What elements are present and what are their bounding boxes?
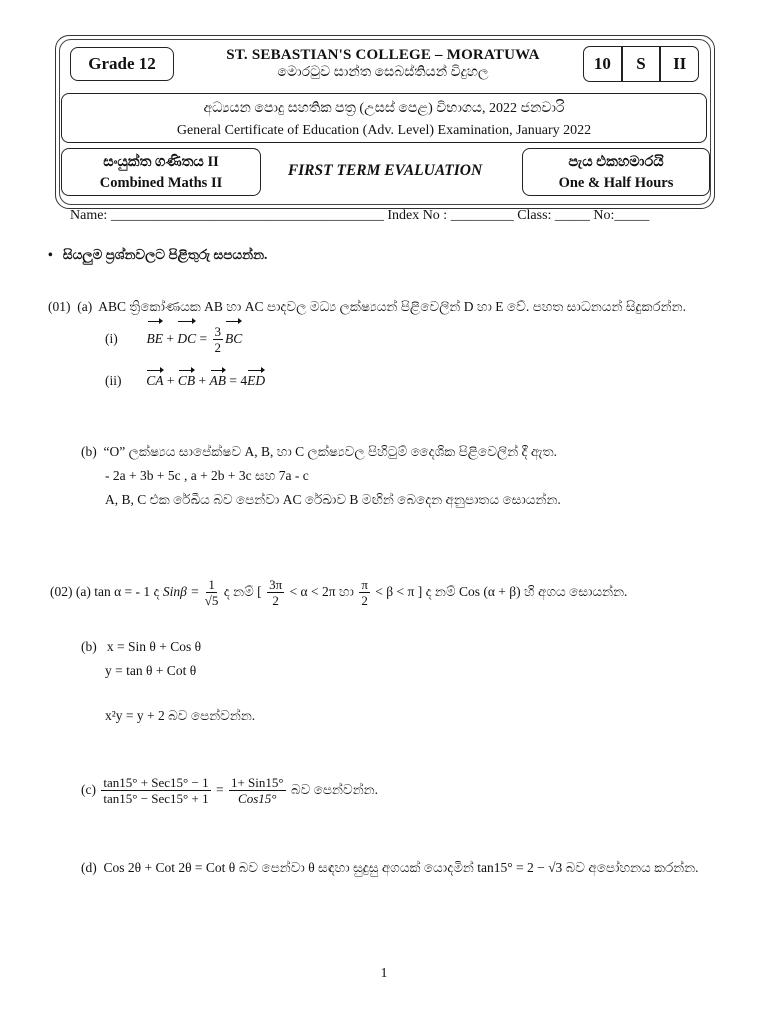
fraction-1-root5: $\frac{1}{√5}$ [204,577,219,609]
college-name [185,46,581,82]
subject-si: සංයුක්ත ගණිතය II [103,154,219,170]
vector-be: BE [147,324,164,354]
q2-number: (02) [50,584,73,599]
q1-a-text: ABC ත්‍රිකෝණයක AB හා AC පාදවල මධ්‍ය ලක්ෂ්‍යයන් පිළිවෙලින් D හා E වේ. පහත සාධනයන් සිදුකරන්න. [98,299,686,314]
evaluation-title: FIRST TERM EVALUATION [287,162,483,179]
exam-title-en: General Certificate of Education (Adv. Level) Examination, January 2022 [176,123,592,138]
duration-si: පැය එකහමාරයි [568,154,664,170]
q1-number: (01) [48,299,71,314]
duration-en: One & Half Hours [558,175,674,191]
q1-a-label: (a) [77,299,93,314]
q1-i-label: (i) [105,331,118,346]
vector-dc: DC [177,324,196,354]
q1-b-label: (b) [81,444,97,459]
subject-en: Combined Maths II [99,175,223,191]
q2-b-line2: y = tan θ + Cot θ [105,663,197,678]
vector-bc: BC [225,324,242,354]
duration-box [522,148,710,196]
vector-ca: CA [146,373,164,388]
code-box-3: II [660,46,699,82]
college-name-si: මොරටුව සාන්ත සෙබස්තියන් විදුහල [277,65,489,80]
exam-title-si: අධ්‍යයන පොදු සහතික පත්‍ර (උසස් පෙළ) විභාගය, 2022 ජනවාරි [203,101,565,116]
q2-c-label: (c) [81,782,96,797]
q1-a-ii: (ii) CA + CB + AB = 4ED [105,373,266,388]
page-number: 1 [380,966,388,981]
fraction-c-rhs: $\frac{\text{1+ Sin15°}}{\text{Cos15°}}$ [230,775,284,807]
fraction-pi-2: $\frac{\pi}{2}$ [361,577,368,609]
q1-b-vectors: - 2a + 3b + 5c , a + 2b + 3c සහ 7a - c [105,468,309,483]
code-box-1: 10 [583,46,622,82]
q1-a [48,299,686,315]
subject-box [61,148,261,196]
q1-b-task: A, B, C එක රේඛීය බව පෙන්වා AC රේඛාව B මඟින් බෙදෙන අනුපාතය සොයන්න. [105,492,561,507]
vector-cb: CB [177,373,196,388]
q1-b [81,444,557,460]
q2-a-label: (a) [75,584,91,599]
code-box-2: S [622,46,661,82]
vector-ab: AB [209,373,227,388]
q2-a: (02) (a) tan α = - 1 ද Sinβ = $\frac{1}{√5}$ ද නම් [ $\frac{3\pi}{2}$ < α < 2π හා $\frac{\pi}{2}$ < β < π ] ද නම් Cos (α + β) හි අගය සොයන්න. [50,577,628,609]
q2-b: (b) x = Sin θ + Cos θ [81,639,202,654]
paper-code-boxes [583,46,699,82]
q1-a-i: (i) BE + DC = $\frac{3}{2}$ BC [105,324,243,356]
q2-d-label: (d) [81,860,97,875]
bullet-icon: • [48,247,63,262]
q2-d: (d) Cos 2θ + Cot 2θ = Cot θ බව පෙන්වා θ සඳහා සුදුසු අගයක් යොදමින් tan15° = 2 − √3 බව අපෝහනය කරන්න. [81,860,699,875]
q2-b-line3: x²y = y + 2 බව පෙන්වන්න. [105,708,256,723]
college-name-en: ST. SEBASTIAN'S COLLEGE – MORATUWA [226,47,540,63]
instruction: • සියලුම ප්‍රශ්නවලට පිළිතුරු සපයන්න. [48,247,268,262]
student-details-line: Name: _______________________________________ Index No : _________ Class: _____ No:_____ [70,208,650,223]
fraction-c-lhs: $\frac{\text{tan15° + Sec15° − 1}}{\text{tan15° − Sec15° + 1}}$ [103,775,209,807]
q2-c: (c) $\frac{\text{tan15° + Sec15° − 1}}{\text{tan15° − Sec15° + 1}}$ = $\frac{\text{1+ Sin15°}}{\text{Cos15°}}$ බව පෙන්වන්න. [81,775,378,807]
q1-b-text: “O” ලක්ෂ්‍යය සාපේක්ෂව A, B, හා C ලක්ෂ්‍යවල පිහිටුම් දෛශික පිළිවෙලින් දී ඇත. [103,444,557,459]
grade-box: Grade 12 [70,47,174,81]
q1-ii-label: (ii) [105,373,122,388]
vector-ed: ED [247,373,266,388]
fraction-3-2: $\frac{3}{2}$ [214,324,222,356]
exam-title-box [61,93,707,143]
q2-b-label: (b) [81,639,97,654]
fraction-3pi-2: $\frac{3\pi}{2}$ [269,577,283,609]
